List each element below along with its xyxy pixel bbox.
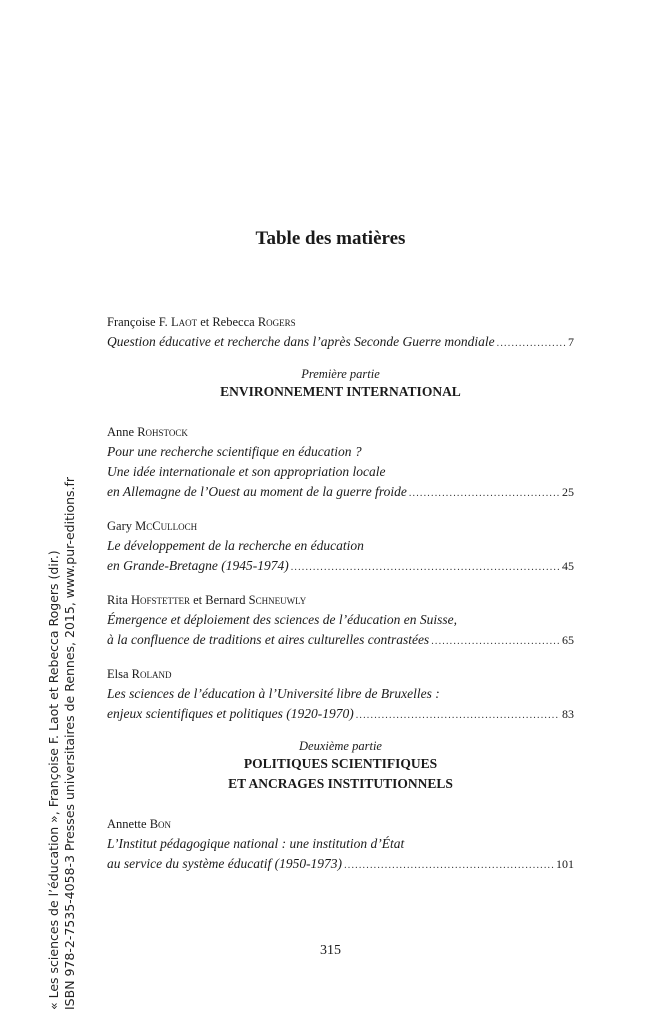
entry-title-line: Émergence et déploiement des sciences de l’éducation en Suisse, (107, 612, 457, 627)
entry-page-number: 65 (562, 633, 574, 647)
entry-title-line[interactable] (107, 482, 574, 502)
dot-leader (291, 558, 560, 576)
author-last-name: Hofstetter (130, 593, 190, 607)
side-note-line: ISBN 978-2-7535-4058-3 Presses universitaires de Rennes, 2015, www.pur-editions.fr (62, 476, 77, 1010)
entry-title-line: Pour une recherche scientifique en éducation ? (107, 444, 362, 459)
author-first-name: Gary (107, 519, 136, 533)
toc-entry-introduction (107, 312, 574, 352)
page-title: Table des matières (255, 228, 406, 249)
entry-title-line: Le développement de la recherche en éducation (107, 538, 364, 553)
entry-page-number: 45 (562, 559, 574, 573)
entry-authors (107, 814, 574, 834)
entry-title-line[interactable] (107, 630, 574, 650)
part-title: ENVIRONNEMENT INTERNATIONAL (220, 384, 461, 399)
author-last-name: Laot (170, 315, 198, 329)
entry-page-number: 101 (556, 857, 574, 871)
entry-title-line[interactable] (107, 332, 574, 352)
entry-page-number: 83 (562, 707, 574, 721)
entry-title-line[interactable] (107, 854, 574, 874)
author-last-name: Schneuwly (248, 593, 307, 607)
author-separator: et Rebecca (197, 315, 258, 329)
entry-page-number: 7 (568, 335, 574, 349)
author-first-name: Rita (107, 593, 131, 607)
entry-authors (107, 590, 574, 610)
entry-title: en Grande-Bretagne (1945-1974) (107, 558, 289, 573)
part-heading-1 (107, 366, 574, 402)
entry-title: Question éducative et recherche dans l’après Seconde Guerre mondiale (107, 334, 495, 349)
entry-authors (107, 422, 574, 442)
entry-title: à la confluence de traditions et aires culturelles contrastées (107, 632, 430, 647)
author-separator: et Bernard (190, 593, 249, 607)
table-of-contents (107, 312, 574, 888)
toc-entry (107, 422, 574, 502)
author-last-name: Rohstock (137, 425, 188, 439)
toc-entry (107, 590, 574, 650)
author-last-name: Roland (131, 667, 172, 681)
dot-leader (356, 706, 560, 724)
entry-title-line: Une idée internationale et son appropriation locale (107, 464, 386, 479)
toc-entry (107, 664, 574, 724)
part-label: Deuxième partie (299, 739, 382, 753)
part-title: POLITIQUES SCIENTIFIQUES (243, 756, 438, 771)
author-last-name: Rogers (257, 315, 296, 329)
part-title: ET ANCRAGES INSTITUTIONNELS (228, 776, 453, 791)
part-heading-2 (107, 738, 574, 794)
dot-leader (344, 856, 554, 874)
entry-title: en Allemagne de l’Ouest au moment de la guerre froide (107, 484, 407, 499)
author-first-name: Anne (107, 425, 138, 439)
side-copyright-note (46, 477, 78, 1010)
part-label: Première partie (301, 367, 380, 381)
author-first-name: Françoise F. (107, 315, 171, 329)
entry-page-number: 25 (562, 485, 574, 499)
author-last-name: McCulloch (135, 519, 198, 533)
page-number: 315 (320, 943, 341, 958)
toc-entry (107, 814, 574, 874)
entry-authors (107, 516, 574, 536)
side-note-line: « Les sciences de l’éducation », Françoise F. Laot et Rebecca Rogers (dir.) (46, 550, 61, 1010)
dot-leader (431, 632, 560, 650)
entry-authors (107, 312, 574, 332)
author-first-name: Elsa (107, 667, 132, 681)
entry-title: enjeux scientifiques et politiques (1920-1970) (107, 706, 354, 721)
entry-authors (107, 664, 574, 684)
dot-leader (497, 334, 566, 352)
author-last-name: Bon (149, 817, 172, 831)
toc-entry (107, 516, 574, 576)
entry-title-line[interactable] (107, 556, 574, 576)
entry-title-line: Les sciences de l’éducation à l’Université libre de Bruxelles : (107, 686, 440, 701)
entry-title-line[interactable] (107, 704, 574, 724)
dot-leader (409, 484, 560, 502)
author-first-name: Annette (107, 817, 150, 831)
entry-title-line: L’Institut pédagogique national : une institution d’État (107, 836, 405, 851)
entry-title: au service du système éducatif (1950-1973) (107, 856, 343, 871)
